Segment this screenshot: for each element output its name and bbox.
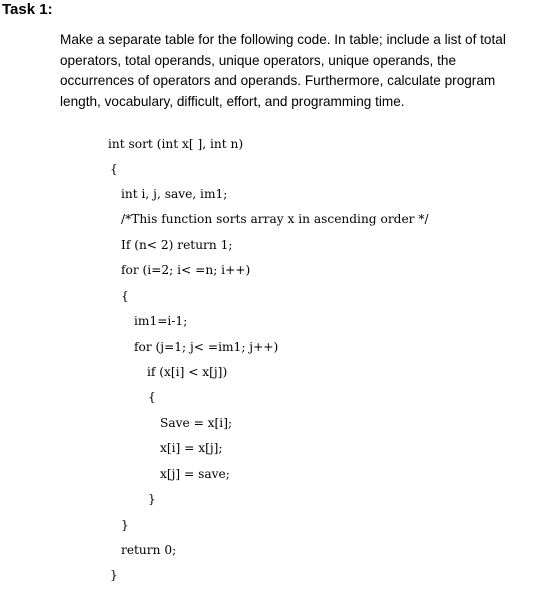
code-open-brace-if: {: [148, 390, 156, 404]
code-swap-save: Save = x[i];: [160, 416, 233, 430]
task-title: Task 1:: [2, 1, 53, 18]
code-close-brace-if: }: [148, 492, 156, 506]
code-close-brace-outer: }: [110, 568, 118, 582]
task-instructions: Make a separate table for the following code. In table; include a list of total operators, total operands, unique operators, unique operands, the occurrences of operators and operands. Furthermore, calculate program length, vocabulary, difficult, effort, and programming time.: [60, 32, 506, 109]
code-comment: /*This function sorts array x in ascending order */: [121, 212, 429, 226]
code-open-brace-for: {: [121, 289, 129, 303]
code-signature: int sort (int x[ ], int n): [108, 137, 244, 151]
code-open-brace-outer: {: [110, 162, 118, 176]
code-declaration: int i, j, save, im1;: [121, 187, 228, 201]
code-for-inner: for (j=1; j< =im1; j++): [134, 340, 279, 354]
code-swap-xj: x[j] = save;: [160, 467, 230, 481]
code-for-outer: for (i=2; i< =n; i++): [121, 263, 251, 277]
code-close-brace-for: }: [121, 518, 129, 532]
code-if-compare: if (x[i] < x[j]): [147, 365, 228, 379]
code-return: return 0;: [121, 543, 177, 557]
code-assign-im1: im1=i-1;: [134, 314, 188, 328]
code-swap-xi: x[i] = x[j];: [160, 441, 223, 455]
code-if-check: If (n< 2) return 1;: [121, 238, 233, 252]
